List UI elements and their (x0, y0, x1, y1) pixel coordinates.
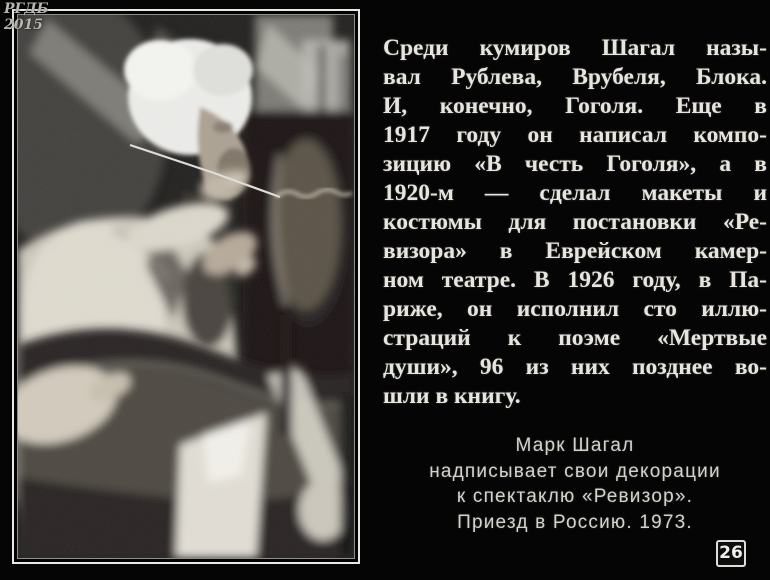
chagall-signing-photo (17, 14, 355, 559)
text-line: костюмы для постановки «Ре- (383, 209, 767, 235)
text-line: ном театре. В 1926 году, в Па- (383, 267, 767, 293)
text-line: Среди кумиров Шагал назы- (383, 35, 767, 61)
text-line: души», 96 из них позднее во- (383, 354, 767, 380)
caption-line: надписывает свои декорации (429, 460, 721, 482)
photo-frame (12, 9, 360, 564)
text-line: вал Рублева, Врубеля, Блока. (383, 64, 767, 90)
text-line: шли в книгу. (383, 383, 521, 409)
caption-line: Марк Шагал (515, 435, 635, 456)
text-line: И, конечно, Гоголя. Еще в (383, 93, 767, 119)
caption-line: к спектаклю «Ревизор». (456, 486, 694, 507)
text-line: риже, он исполнил сто иллю- (383, 296, 767, 322)
main-text-block (383, 34, 767, 411)
text-line: зицию «В честь Гоголя», а в (383, 151, 767, 177)
library-watermark (4, 1, 49, 33)
watermark-line1: РГДБ (4, 1, 49, 17)
caption-line: Приезд в Россию. 1973. (457, 511, 693, 533)
text-line: 1917 году он написал компо- (383, 122, 767, 148)
watermark-line2: 2015 (4, 17, 43, 33)
slide-number-badge: 26 (716, 540, 746, 567)
photo-caption (383, 433, 767, 535)
text-line: визора» в Еврейском камер- (383, 238, 767, 264)
text-line: 1920-м — сделал макеты и (383, 180, 767, 206)
photo-illustration (18, 15, 354, 558)
text-line: страций к поэме «Мертвые (383, 325, 767, 351)
